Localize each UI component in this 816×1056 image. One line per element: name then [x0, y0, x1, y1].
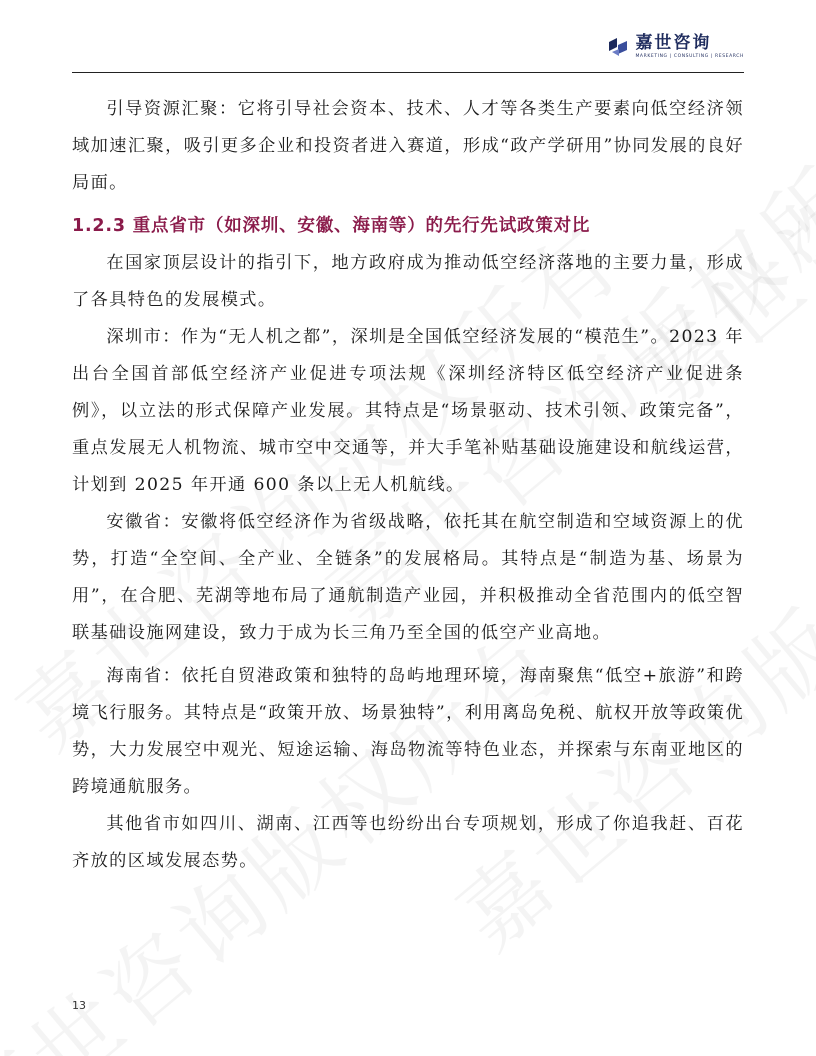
paragraph-intro: 在国家顶层设计的指引下，地方政府成为推动低空经济落地的主要力量，形成了各具特色的发展模式。	[72, 253, 744, 310]
brand-name: 嘉世咨询	[635, 33, 712, 53]
paragraph-shenzhen: 深圳市：作为“无人机之都”，深圳是全国低空经济发展的“模范生”。2023 年出台全国首部低空经济产业促进专项法规《深圳经济特区低空经济产业促进条例》，以立法的形式保障产业发展。其特点是“场景驱动、技术引领、政策完备”，重点发展无人机物流、城市空中交通等，并大手笔补贴基础设施建设和航线运营，计划到 2025 年开通 600 条以上无人机航线。	[72, 327, 744, 495]
section-heading: 1.2.3 重点省市（如深圳、安徽、海南等）的先行先试政策对比	[72, 216, 591, 236]
document-body	[72, 91, 744, 880]
brand-tagline: MARKETING | CONSULTING | RESEARCH	[635, 54, 744, 59]
paragraph-anhui: 安徽省：安徽将低空经济作为省级战略，依托其在航空制造和空域资源上的优势，打造“全空间、全产业、全链条”的发展格局。其特点是“制造为基、场景为用”，在合肥、芜湖等地布局了通航制造产业园，并积极推动全省范围内的低空智联基础设施网建设，致力于成为长三角乃至全国的低空产业高地。	[72, 512, 744, 643]
brand-logo	[607, 34, 744, 59]
paragraph-resource-gathering: 引导资源汇聚：它将引导社会资本、技术、人才等各类生产要素向低空经济领域加速汇聚，吸引更多企业和投资者进入赛道，形成“政产学研用”协同发展的良好局面。	[72, 99, 744, 193]
paragraph-hainan: 海南省：依托自贸港政策和独特的岛屿地理环境，海南聚焦“低空+旅游”和跨境飞行服务。其特点是“政策开放、场景独特”，利用离岛免税、航权开放等政策优势，大力发展空中观光、短途运输、海岛物流等特色业态，并探索与东南亚地区的跨境通航服务。	[72, 666, 744, 797]
page-header	[72, 0, 744, 73]
paragraph-other-provinces: 其他省市如四川、湖南、江西等也纷纷出台专项规划，形成了你追我赶、百花齐放的区域发展态势。	[72, 814, 744, 871]
brand-logo-icon	[607, 36, 629, 58]
page-number: 13	[72, 999, 86, 1012]
